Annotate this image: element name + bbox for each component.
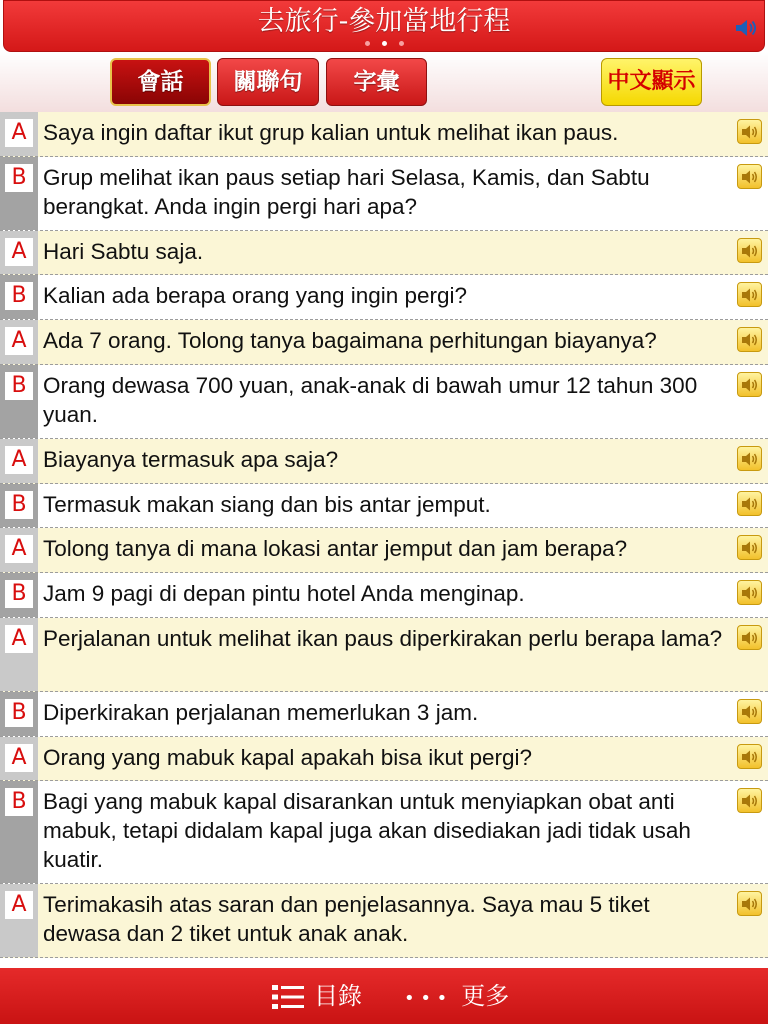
speaker-strip (0, 737, 38, 781)
dialogue-row[interactable] (0, 112, 768, 157)
dialogue-row[interactable] (0, 365, 768, 439)
play-audio-button[interactable] (737, 580, 762, 605)
speaker-icon (741, 243, 759, 259)
speaker-icon (741, 287, 759, 303)
speaker-label: B (5, 580, 33, 608)
more-button[interactable] (404, 968, 509, 1024)
speaker-icon (741, 496, 759, 512)
speaker-icon (741, 896, 759, 912)
speaker-label: A (5, 119, 33, 147)
dialogue-row[interactable] (0, 275, 768, 320)
play-audio-button[interactable] (737, 625, 762, 650)
speaker-label: A (5, 446, 33, 474)
dialogue-row[interactable] (0, 781, 768, 884)
dialogue-row[interactable] (0, 484, 768, 529)
speaker-label: B (5, 282, 33, 310)
dialogue-row[interactable] (0, 737, 768, 782)
speaker-icon[interactable] (734, 17, 758, 39)
play-audio-button[interactable] (737, 238, 762, 263)
speaker-strip (0, 692, 38, 736)
tab-conversation[interactable]: 會話 (110, 58, 211, 106)
speaker-icon (741, 451, 759, 467)
menu-button[interactable] (272, 968, 362, 1024)
play-audio-button[interactable] (737, 744, 762, 769)
speaker-strip (0, 484, 38, 528)
speaker-label: B (5, 491, 33, 519)
dialogue-text: Tolong tanya di mana lokasi antar jemput dan jam berapa? (43, 536, 628, 562)
play-audio-button[interactable] (737, 119, 762, 144)
speaker-icon (741, 704, 759, 720)
speaker-strip (0, 365, 38, 438)
speaker-icon (741, 540, 759, 556)
speaker-strip (0, 439, 38, 483)
list-icon (272, 984, 306, 1010)
page-indicator[interactable] (4, 41, 764, 46)
speaker-strip (0, 618, 38, 691)
speaker-strip (0, 781, 38, 883)
speaker-strip (0, 157, 38, 230)
play-audio-button[interactable] (737, 788, 762, 813)
speaker-strip (0, 112, 38, 156)
tab-bar (0, 52, 768, 112)
speaker-strip (0, 320, 38, 364)
speaker-icon (741, 793, 759, 809)
tab-related-sentences[interactable]: 關聯句 (217, 58, 319, 106)
tab-vocabulary[interactable]: 字彙 (326, 58, 427, 106)
speaker-label: A (5, 238, 33, 266)
speaker-strip (0, 231, 38, 275)
play-audio-button[interactable] (737, 535, 762, 560)
dialogue-text: Orang dewasa 700 yuan, anak-anak di bawah umur 12 tahun 300 yuan. (43, 373, 698, 427)
speaker-label: A (5, 327, 33, 355)
speaker-label: A (5, 535, 33, 563)
dialogue-row[interactable] (0, 884, 768, 958)
dialogue-text: Hari Sabtu saja. (43, 238, 204, 264)
play-audio-button[interactable] (737, 327, 762, 352)
speaker-icon (741, 585, 759, 601)
dialogue-list (0, 112, 768, 968)
dialogue-text: Grup melihat ikan paus setiap hari Selasa, Kamis, dan Sabtu berangkat. Anda ingin pergi hari apa? (43, 164, 650, 219)
speaker-label: A (5, 744, 33, 772)
menu-label: 目錄 (314, 982, 362, 1010)
play-audio-button[interactable] (737, 372, 762, 397)
play-audio-button[interactable] (737, 164, 762, 189)
speaker-icon (741, 377, 759, 393)
page-dot[interactable] (365, 41, 370, 46)
dialogue-text: Terimakasih atas saran dan penjelasannya. Saya mau 5 tiket dewasa dan 2 tiket untuk anak anak. (43, 892, 650, 947)
play-audio-button[interactable] (737, 282, 762, 307)
dialogue-row[interactable] (0, 157, 768, 231)
speaker-label: B (5, 164, 33, 192)
page-dot-active[interactable] (382, 41, 387, 46)
speaker-strip (0, 275, 38, 319)
page-dot[interactable] (399, 41, 404, 46)
more-dots-icon: • • • (404, 988, 448, 1009)
speaker-icon (741, 332, 759, 348)
title-bar (3, 0, 765, 52)
speaker-icon (741, 630, 759, 646)
speaker-strip (0, 884, 38, 957)
speaker-strip (0, 528, 38, 572)
dialogue-text: Kalian ada berapa orang yang ingin pergi? (43, 283, 468, 309)
speaker-label: A (5, 625, 33, 653)
play-audio-button[interactable] (737, 699, 762, 724)
dialogue-row[interactable] (0, 528, 768, 573)
speaker-icon (741, 749, 759, 765)
chinese-display-toggle[interactable]: 中文顯示 (601, 58, 702, 106)
dialogue-text: Jam 9 pagi di depan pintu hotel Anda menginap. (43, 581, 525, 607)
dialogue-text: Bagi yang mabuk kapal disarankan untuk menyiapkan obat anti mabuk, tetapi didalam kapal juga akan disediakan jadi tidak usah kuatir. (43, 789, 691, 873)
play-audio-button[interactable] (737, 446, 762, 471)
dialogue-row[interactable] (0, 439, 768, 484)
dialogue-row[interactable] (0, 573, 768, 618)
speaker-icon (741, 124, 759, 140)
dialogue-text: Diperkirakan perjalanan memerlukan 3 jam. (43, 699, 479, 725)
speaker-label: B (5, 788, 33, 816)
speaker-strip (0, 573, 38, 617)
dialogue-text: Termasuk makan siang dan bis antar jemput. (43, 491, 491, 517)
speaker-label: A (5, 891, 33, 919)
dialogue-text: Orang yang mabuk kapal apakah bisa ikut pergi? (43, 744, 533, 770)
dialogue-text: Saya ingin daftar ikut grup kalian untuk melihat ikan paus. (43, 120, 619, 145)
dialogue-row[interactable] (0, 320, 768, 365)
dialogue-text: Ada 7 orang. Tolong tanya bagaimana perhitungan biayanya? (43, 328, 657, 354)
dialogue-text: Biayanya termasuk apa saja? (43, 446, 339, 472)
speaker-label: B (5, 372, 33, 400)
bottom-bar (0, 968, 768, 1024)
speaker-label: B (5, 699, 33, 727)
more-label: 更多 (461, 982, 510, 1010)
dialogue-text: Perjalanan untuk melihat ikan paus diperkirakan perlu berapa lama? (43, 626, 723, 651)
dialogue-row[interactable] (0, 231, 768, 276)
play-audio-button[interactable] (737, 491, 762, 516)
dialogue-row[interactable] (0, 692, 768, 737)
dialogue-row[interactable] (0, 618, 768, 692)
speaker-icon (741, 169, 759, 185)
page-title: 去旅行-參加當地行程 (257, 6, 511, 37)
play-audio-button[interactable] (737, 891, 762, 916)
